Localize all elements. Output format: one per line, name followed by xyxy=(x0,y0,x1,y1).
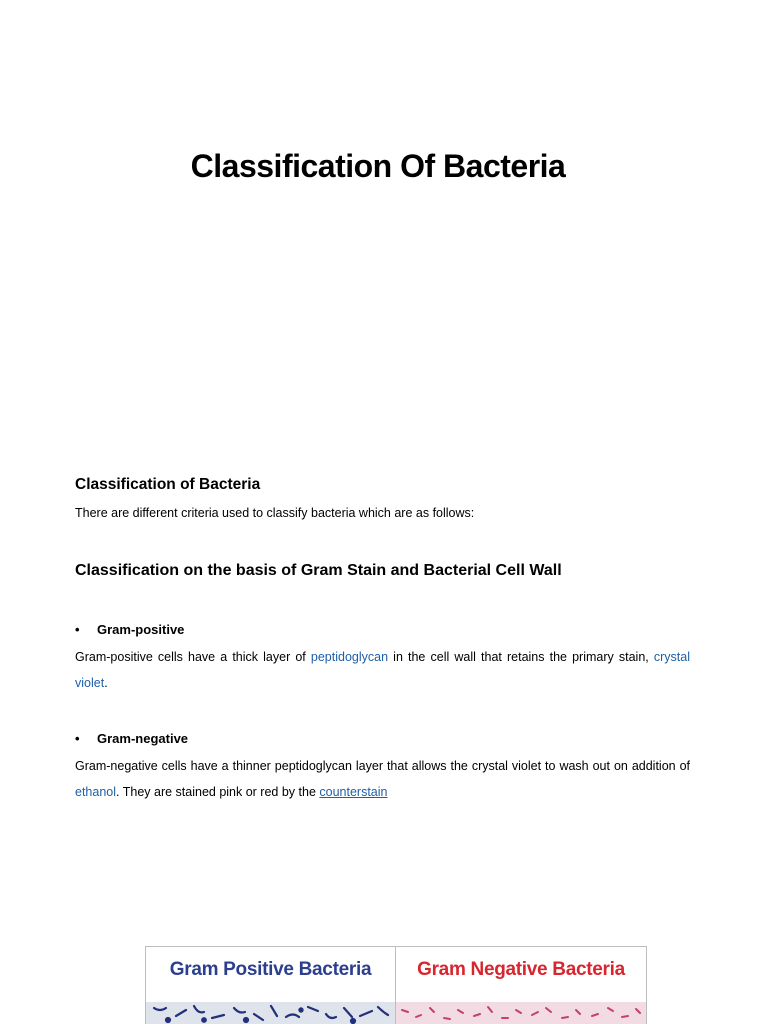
gram-positive-panel xyxy=(146,947,396,1024)
gram-negative-panel xyxy=(396,947,646,1024)
bullet-dot: • xyxy=(75,731,80,746)
paragraph-text: . They are stained pink or red by the xyxy=(116,785,320,799)
intro-paragraph: There are different criteria used to classify bacteria which are as follows: xyxy=(75,506,475,520)
gram-positive-header: Gram Positive Bacteria xyxy=(169,959,372,980)
bullet-gram-positive xyxy=(75,622,184,637)
link-crystal-violet[interactable]: crystal violet xyxy=(75,650,691,690)
bullet-dot: • xyxy=(75,622,80,637)
bullet-gram-negative xyxy=(75,731,188,746)
link-ethanol[interactable]: ethanol xyxy=(75,785,117,799)
gram-positive-paragraph xyxy=(75,644,690,696)
gram-negative-micrograph xyxy=(396,1002,646,1024)
gram-positive-micrograph xyxy=(146,1002,395,1024)
paragraph-text: Gram-positive cells have a thick layer of xyxy=(75,650,311,664)
paragraph-text: . xyxy=(104,676,108,690)
gram-negative-header: Gram Negative Bacteria xyxy=(417,959,625,980)
bullet-label: Gram-positive xyxy=(97,622,185,637)
paragraph-text: Gram-negative cells have a thinner peptidoglycan layer that allows the crystal violet to wash out on addition of xyxy=(75,759,690,773)
link-counterstain[interactable]: counterstain xyxy=(319,785,388,799)
paragraph-text: in the cell wall that retains the primary stain, xyxy=(388,650,654,664)
subheading: Classification on the basis of Gram Stain and Bacterial Cell Wall xyxy=(75,562,562,579)
gram-stain-figure xyxy=(145,946,647,1024)
gram-negative-paragraph xyxy=(75,753,690,805)
section-heading: Classification of Bacteria xyxy=(75,476,261,493)
bullet-label: Gram-negative xyxy=(97,731,189,746)
page-title: Classification Of Bacteria xyxy=(190,148,566,184)
link-peptidoglycan[interactable]: peptidoglycan xyxy=(310,650,389,664)
